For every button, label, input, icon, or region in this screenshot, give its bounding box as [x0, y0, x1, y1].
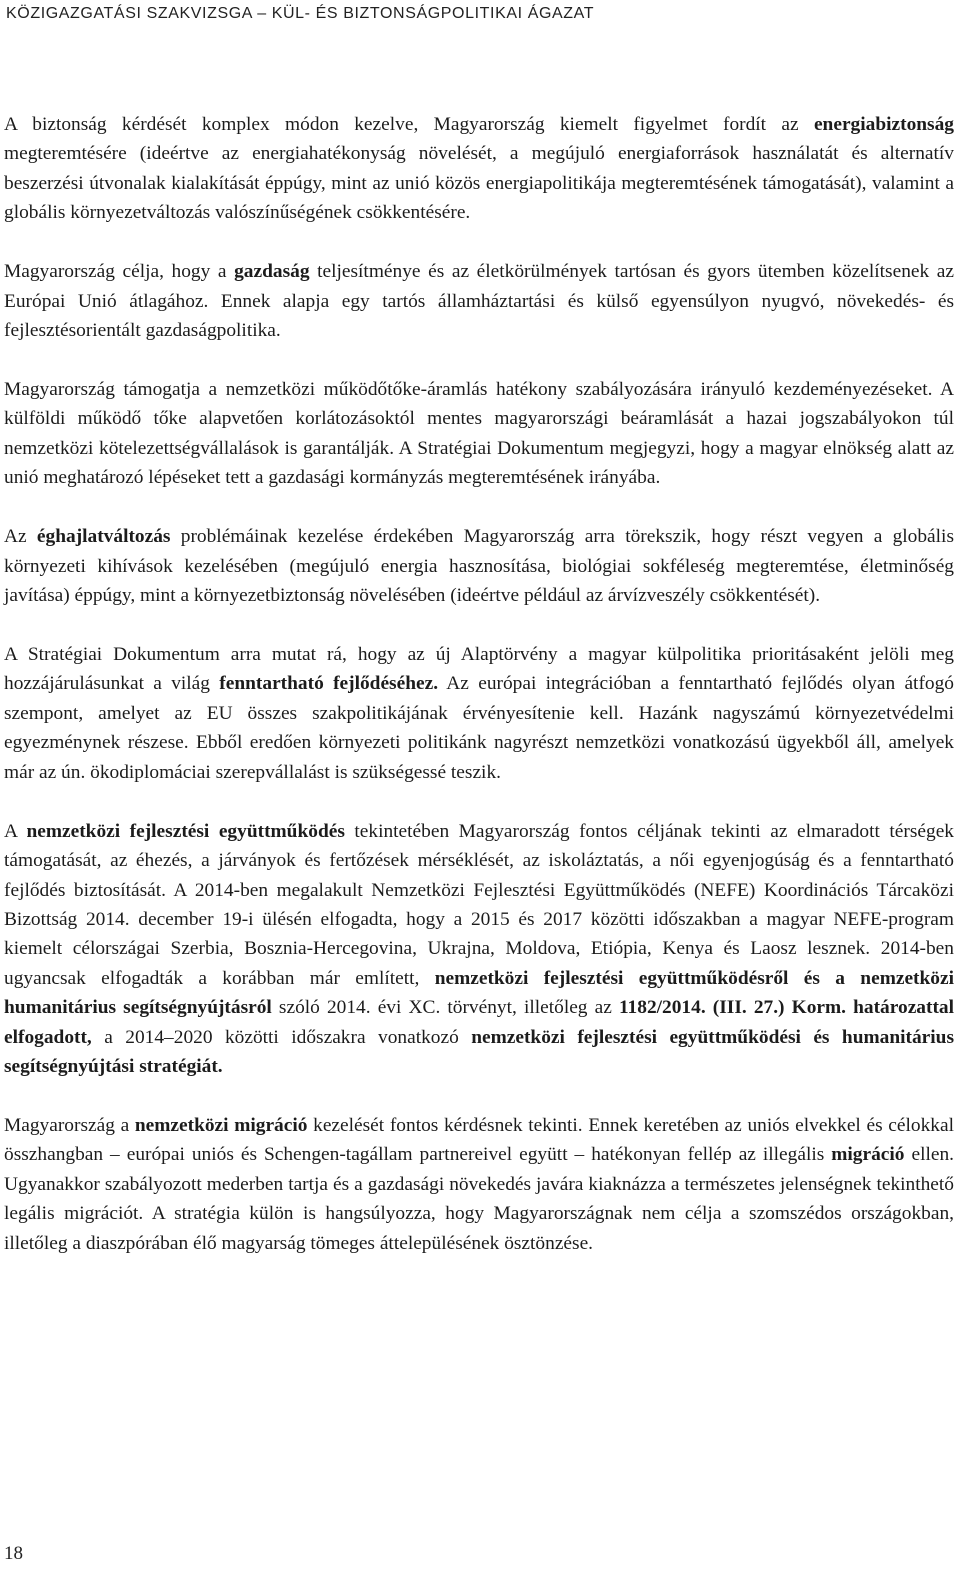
body-text [4, 110, 954, 1288]
text-run: megteremtésére (ideértve az energiahatékonyság növelését, a megújuló energiaforrások használatát és alternatív beszerzési útvonalak kialakítását éppúgy, mint az unió közös energiapolitikája megteremtésének támogatását), valamint a globális környezetváltozás valószínűségének csökkentésére. [4, 143, 954, 224]
bold-term: nemzetközi migráció [134, 1114, 308, 1136]
text-run: a 2014–2020 közötti időszakra vonatkozó [91, 1026, 472, 1048]
running-header: KÖZIGAZGATÁSI SZAKVIZSGA – KÜL- ÉS BIZTONSÁGPOLITIKAI ÁGAZAT [6, 5, 595, 22]
bold-term: fenntartható fejlődéséhez. [219, 673, 439, 695]
paragraph-sustainable-development [4, 640, 954, 787]
text-run: A [4, 820, 27, 842]
text-run: Magyarország a [4, 1114, 135, 1136]
page-number: 18 [4, 1543, 23, 1564]
text-run: Az [4, 526, 37, 548]
bold-term: energiabiztonság [813, 114, 954, 135]
bold-term: éghajlatváltozás [36, 526, 171, 548]
paragraph-energy-security [4, 110, 954, 228]
text-run: A Stratégiai Dokumentum arra mutat rá, hogy az új Alaptörvény a magyar külpolitika prioritásaként jelöli meg hozzájárulásunkat a világ [4, 644, 954, 695]
bold-term: nemzetközi fejlesztési együttműködés [26, 820, 345, 842]
bold-term: nemzetközi fejlesztési együttműködésről és a nemzetközi humanitárius segítségnyújtásról [4, 967, 954, 1019]
bold-term: gazdaság [234, 261, 310, 283]
bold-term: nemzetközi fejlesztési együttműködési és humanitárius segítségnyújtási stratégiát. [4, 1026, 954, 1077]
text-run: kezelését fontos kérdésnek tekinti. Ennek keretében az uniós elvekkel és célokkal összhangban – európai uniós és Schengen-tagállam partnereivel együtt – hatékonyan fellép az illegális [4, 1114, 954, 1166]
paragraph-development-cooperation [4, 817, 954, 1082]
text-run: Az európai integrációban a fenntartható fejlődés olyan átfogó szempont, amelyet az EU összes szakpolitikájának érvényesítenie kell. Hazánk nagyszámú környezetvédelmi egyezménynek részese. Ebből eredően környezeti politikánk nagyrészt nemzetközi vonatkozású ügyekből áll, amelyek már az ún. ökodiplomáciai szerepvállalást is szükségessé teszik. [4, 673, 954, 783]
bold-term: 1182/2014. (III. 27.) Korm. határozattal elfogadott, [4, 997, 954, 1048]
paragraph-capital-flows [4, 375, 954, 493]
text-run: teljesítménye és az életkörülmények tartósan és gyors ütemben közelítsenek az Európai Unió átlagához. Ennek alapja egy tartós államháztartási és külső egyensúlyon nyugvó, növekedés- és fejlesztésorientált gazdaságpolitika. [4, 261, 954, 342]
paragraph-migration [4, 1111, 954, 1258]
paragraph-economy [4, 257, 954, 345]
text-run: ellen. Ugyanakkor szabályozott mederben tartja és a gazdasági növekedés javára kiaknázza a természetes jelenségnek tekinthető legális migrációt. A stratégia külön is hangsúlyozza, hogy Magyarországnak nem célja a szomszédos országokban, illetőleg a diaszpórában élő magyarság tömeges áttelepülésének ösztönzése. [4, 1144, 954, 1254]
text-run: szóló 2014. évi XC. törvényt, illetőleg az [271, 997, 619, 1019]
text-run: A biztonság kérdését komplex módon kezelve, Magyarország kiemelt figyelmet fordít az [4, 114, 814, 135]
paragraph-climate-change [4, 522, 954, 610]
text-run: tekintetében Magyarország fontos céljának tekinti az elmaradott térségek támogatását, az éhezés, a járványok és fertőzések mérséklését, az iskoláztatás, a női egyenjogúság és a fenntartható fejlődés biztosítását. A 2014-ben megalakult Nemzetközi Fejlesztési Együttműködés (NEFE) Koordinációs Tárcaközi Bizottság 2014. december 19-i ülésén elfogadta, hogy a 2015 és 2017 közötti időszakban a magyar NEFE-program kiemelt célországai Szerbia, Bosznia-Hercegovina, Ukrajna, Moldova, Etiópia, Kenya és Laosz lesznek. 2014-ben ugyancsak elfogadták a korábban már említett, [4, 820, 954, 989]
text-run: Magyarország célja, hogy a [4, 261, 235, 283]
bold-term: migráció [831, 1144, 905, 1166]
text-run: problémáinak kezelése érdekében Magyarország arra törekszik, hogy részt vegyen a globális környezeti kihívások kezelésében (megújuló energia hasznosítása, biológiai sokféleség megteremtése, életminőség javítása) éppúgy, mint a környezetbiztonság növelésében (ideértve például az árvízveszély csökkentését). [4, 526, 954, 607]
text-run: Magyarország támogatja a nemzetközi működőtőke-áramlás hatékony szabályozására irányuló kezdeményezéseket. A külföldi működő tőke alapvetően korlátozásoktól mentes magyarországi beáramlását a hazai jogszabályokon túl nemzetközi kötelezettségvállalások is garantálják. A Stratégiai Dokumentum megjegyzi, hogy a magyar elnökség alatt az unió meghatározó lépéseket tett a gazdasági kormányzás megteremtésének irányába. [4, 379, 954, 489]
